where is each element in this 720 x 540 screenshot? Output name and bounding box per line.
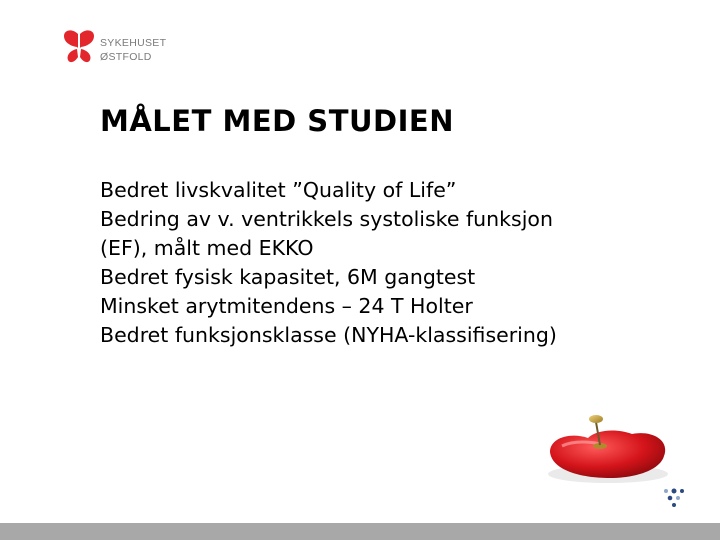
logo-line-1: SYKEHUSET bbox=[100, 37, 167, 49]
logo-wordmark bbox=[100, 36, 166, 64]
body-line: Bedret funksjonsklasse (NYHA-klassifisering) bbox=[100, 323, 557, 347]
heart-with-pin-icon bbox=[540, 408, 675, 488]
butterfly-logo-icon bbox=[62, 28, 96, 64]
body-line: Minsket arytmitendens – 24 T Holter bbox=[100, 294, 473, 318]
body-line: Bedret livskvalitet ”Quality of Life” bbox=[100, 178, 457, 202]
body-line: (EF), målt med EKKO bbox=[100, 236, 314, 260]
footer-bar bbox=[0, 523, 720, 540]
body-line: Bedret fysisk kapasitet, 6M gangtest bbox=[100, 265, 476, 289]
body-line: Bedring av v. ventrikkels systoliske funksjon bbox=[100, 207, 553, 231]
hospital-logo bbox=[62, 28, 182, 68]
slide-title: MÅLET MED STUDIEN bbox=[100, 104, 454, 138]
dot-cluster-icon bbox=[660, 486, 690, 510]
logo-line-2: ØSTFOLD bbox=[100, 51, 152, 63]
body-text bbox=[100, 176, 557, 350]
